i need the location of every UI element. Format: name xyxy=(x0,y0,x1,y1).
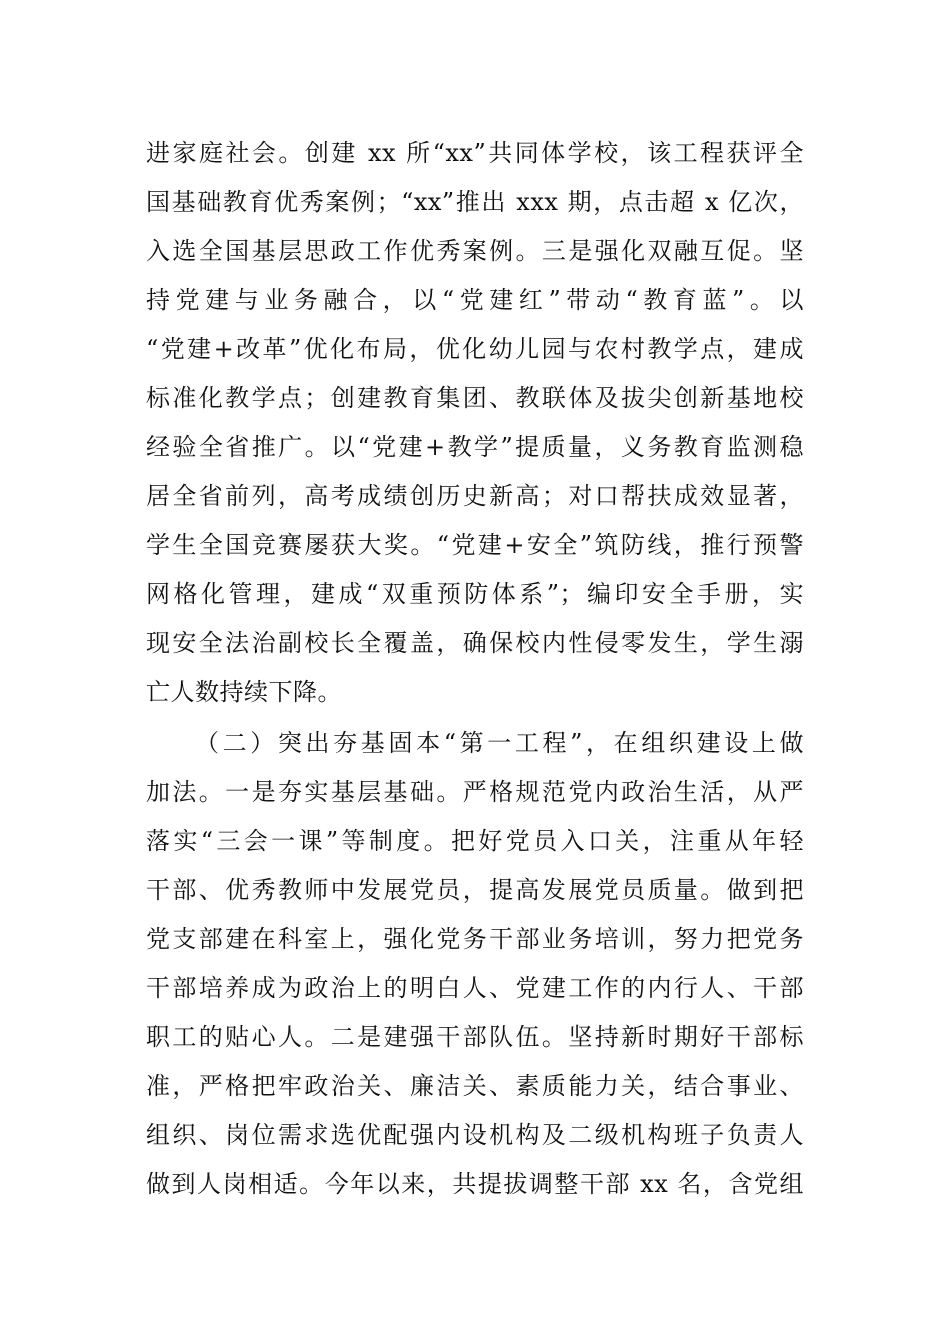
paragraph-2-line: 党支部建在科室上，强化党务干部业务培训，努力把党务 xyxy=(146,925,804,953)
paragraph-2-line: 职工的贴心人。二是建强干部队伍。坚持新时期好干部标 xyxy=(146,1023,804,1051)
paragraph-2-line: 做到人岗相适。今年以来，共提拔调整干部 xx 名，含党组 xyxy=(146,1170,804,1198)
paragraph-1-line: 学生全国竞赛屡获大奖。“党建+安全”筑防线，推行预警 xyxy=(146,531,804,559)
paragraph-2-line: 组织、岗位需求选优配强内设机构及二级机构班子负责人 xyxy=(146,1121,804,1149)
paragraph-1-line: 国基础教育优秀案例；“xx”推出 xxx 期，点击超 x 亿次， xyxy=(146,188,804,216)
paragraph-2-line: 干部、优秀教师中发展党员，提高发展党员质量。做到把 xyxy=(146,876,804,904)
paragraph-1-last-line: 亡人数持续下降。 xyxy=(146,678,342,706)
paragraph-1-line: 持党建与业务融合，以“党建红”带动“教育蓝”。以 xyxy=(146,286,804,314)
paragraph-2-first-line: （二）突出夯基固本“第一工程”，在组织建设上做 xyxy=(195,729,804,757)
paragraph-2-line: 加法。一是夯实基层基础。严格规范党内政治生活，从严 xyxy=(146,778,804,806)
paragraph-2-line: 干部培养成为政治上的明白人、党建工作的内行人、干部 xyxy=(146,974,804,1002)
paragraph-1-line: 入选全国基层思政工作优秀案例。三是强化双融互促。坚 xyxy=(146,237,804,265)
paragraph-1-line: 网格化管理，建成“双重预防体系”；编印安全手册，实 xyxy=(146,580,804,608)
paragraph-2-line: 准，严格把牢政治关、廉洁关、素质能力关，结合事业、 xyxy=(146,1072,804,1100)
paragraph-1-line: 现安全法治副校长全覆盖，确保校内性侵零发生，学生溺 xyxy=(146,629,804,657)
paragraph-2-line: 落实“三会一课”等制度。把好党员入口关，注重从年轻 xyxy=(146,827,804,855)
paragraph-1-line: “党建+改革”优化布局，优化幼儿园与农村教学点，建成 xyxy=(146,335,804,363)
paragraph-1-line: 经验全省推广。以“党建+教学”提质量，义务教育监测稳 xyxy=(146,433,804,461)
paragraph-1-line: 标准化教学点；创建教育集团、教联体及拔尖创新基地校 xyxy=(146,384,804,412)
paragraph-1-line: 居全省前列，高考成绩创历史新高；对口帮扶成效显著， xyxy=(146,482,804,510)
paragraph-1-line: 进家庭社会。创建 xx 所“xx”共同体学校，该工程获评全 xyxy=(146,139,804,167)
